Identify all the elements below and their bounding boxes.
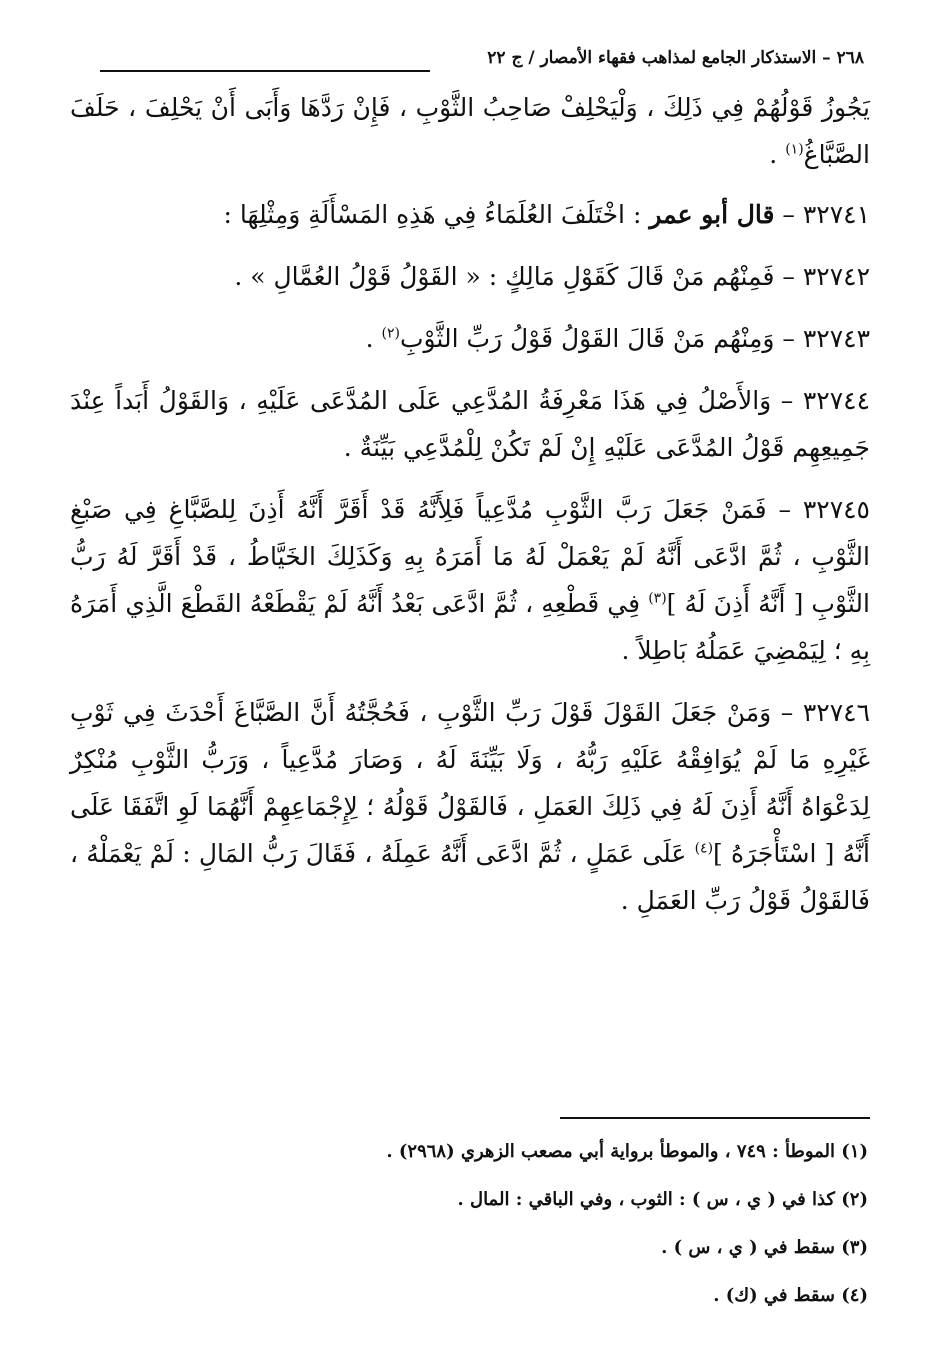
paragraph-number: ٣٢٧٤٢ –	[774, 262, 870, 291]
footnote-1: (١) الموطأ : ٧٤٩ ، والموطأ برواية أبي مصعب الزهري (٢٩٦٨) .	[386, 1141, 868, 1162]
paragraph-text: وَمِنْهُم مَنْ قَالَ القَوْلُ قَوْلُ رَبِّ الثَّوْبِ	[399, 324, 775, 353]
paragraph-32745	[70, 486, 870, 674]
paragraph-continuation	[70, 84, 870, 178]
paragraph-32741	[70, 191, 870, 238]
footnote-2: (٢) كذا في ( ي ، س ) : الثوب ، وفي الباقي : المال .	[457, 1189, 868, 1210]
footnote-rule	[560, 1117, 870, 1119]
footnotes	[108, 1128, 868, 1320]
header-rule	[100, 70, 430, 72]
main-text	[70, 84, 870, 939]
footnote-ref-1: (١)	[785, 141, 804, 158]
paragraph-32744	[70, 377, 870, 471]
paragraph-text: فَمِنْهُم مَنْ قَالَ كَقَوْلِ مَالِكٍ : « القَوْلُ قَوْلُ العُمَّالِ » .	[234, 262, 775, 291]
paragraph-32743	[70, 315, 870, 362]
paragraph-tail: فِي قَطْعِهِ ، ثُمَّ ادَّعَى بَعْدُ أَنَّهُ لَمْ يَقْطَعْهُ القَطْعَ الَّذِي أَمَرَهُ بِهِ ؛ لِيَمْضِيَ عَمَلُهُ بَاطِلاً .	[70, 589, 870, 665]
paragraph-number: ٣٢٧٤٥ –	[766, 495, 870, 524]
footnote-ref-3: (٣)	[648, 590, 667, 607]
paragraph-tail: .	[365, 324, 382, 353]
footnote-ref-4: (٤)	[694, 840, 714, 857]
running-head: ٢٦٨ – الاستذكار الجامع لمذاهب فقهاء الأمصار / ج ٢٢	[487, 48, 864, 68]
paragraph-number: ٣٢٧٤٣ –	[774, 324, 870, 353]
paragraph-text: فَمَنْ جَعَلَ رَبَّ الثَّوْبِ مُدَّعِياً فَلِأَنَّهُ قَدْ أَقَرَّ أَنَّهُ أَذِنَ لِلصَّبَّاغِ فِي صَبْغِ الثَّوْبِ ، ثُمَّ ادَّعَى أَنَّهُ لَمْ يَعْمَلْ لَهُ مَا أَمَرَهُ بِهِ وَكَذَلِكَ الخَيَّاطُ ، قَدْ أَقَرَّ لَهُ رَبُّ الثَّوْبِ [ أَنَّهُ أَذِنَ لَهُ ]	[70, 495, 870, 618]
paragraph-number: ٣٢٧٤٤ –	[771, 386, 870, 415]
paragraph-text: وَمَنْ جَعَلَ القَوْلَ قَوْلَ رَبِّ الثَّوْبِ ، فَحُجَّتُهُ أَنَّ الصَّبَّاغَ أَحْدَثَ فِي ثَوْبِ غَيْرِهِ مَا لَمْ يُوَافِقْهُ عَلَيْهِ رَبُّهُ ، وَلَا بَيِّنَةَ لَهُ ، وَصَارَ مُدَّعِياً ، وَرَبُّ الثَّوْبِ مُنْكِرٌ لِدَعْوَاهُ أَنَّهُ أَذِنَ لَهُ فِي ذَلِكَ العَمَلِ ، فَالقَوْلُ قَوْلُهُ ؛ لِإِجْمَاعِهِمْ أَنَّهُمَا لَوِ اتَّفَقَا عَلَى أَنَّهُ [ اسْتَأْجَرَهُ ]	[70, 698, 870, 868]
paragraph-number: ٣٢٧٤١ –	[774, 200, 870, 229]
footnote-4: (٤) سقط في (ك) .	[713, 1285, 868, 1306]
speaker-name: قال أبو عمر	[649, 200, 775, 229]
paragraph-32746	[70, 689, 870, 924]
footnote-ref-2: (٢)	[381, 325, 400, 342]
paragraph-32742	[70, 253, 870, 300]
paragraph-text: يَجُوزُ قَوْلُهُمْ فِي ذَلِكَ ، وَلْيَحْلِفْ صَاحِبُ الثَّوْبِ ، فَإِنْ رَدَّهَا وَأَبَى أَنْ يَحْلِفَ ، حَلَفَ الصَّبَّاغُ	[70, 93, 870, 169]
paragraph-tail: عَلَى عَمَلٍ ، ثُمَّ ادَّعَى أَنَّهُ عَمِلَهُ ، فَقَالَ رَبُّ المَالِ : لَمْ يَعْمَلْهُ ، فَالقَوْلُ قَوْلُ رَبِّ العَمَلِ .	[70, 839, 870, 915]
paragraph-number: ٣٢٧٤٦ –	[771, 698, 870, 727]
paragraph-tail: .	[769, 140, 786, 169]
paragraph-text: : اخْتَلَفَ العُلَمَاءُ فِي هَذِهِ المَسْأَلَةِ وَمِثْلِهَا :	[223, 200, 650, 229]
footnote-3: (٣) سقط في ( ي ، س ) .	[661, 1237, 868, 1258]
paragraph-text: وَالأَصْلُ فِي هَذَا مَعْرِفَةُ المُدَّعِي عَلَى المُدَّعَى عَلَيْهِ ، وَالقَوْلُ أَبَداً عِنْدَ جَمِيعِهِم قَوْلُ المُدَّعَى عَلَيْهِ إِنْ لَمْ تَكُنْ لِلْمُدَّعِي بَيِّنَةٌ .	[70, 386, 870, 462]
